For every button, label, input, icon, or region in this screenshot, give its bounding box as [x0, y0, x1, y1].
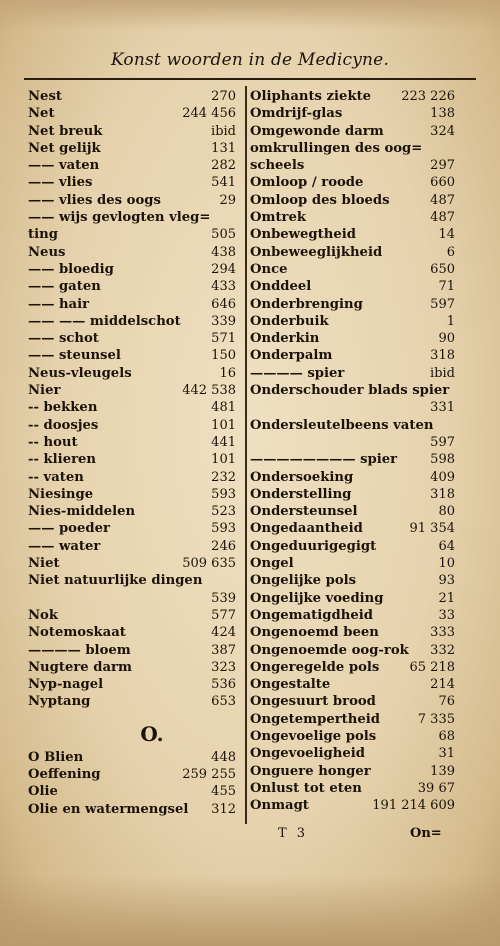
entry-page-number: 539	[211, 590, 236, 606]
index-entry	[28, 209, 236, 226]
index-entry	[250, 296, 455, 313]
entry-term: Ongedaantheid	[250, 521, 363, 537]
entry-term: —— steunsel	[28, 348, 121, 364]
entry-page-number: 541	[211, 175, 236, 191]
entry-term: Ongelijke voeding	[250, 590, 384, 606]
entry-term: omkrullingen des oog=	[250, 140, 423, 156]
entry-page-number: 91 354	[409, 521, 455, 537]
entry-term: Omloop / roode	[250, 175, 364, 191]
entry-term: —— wijs gevlogten vleg=	[28, 210, 211, 226]
entry-term: Oeffening	[28, 766, 101, 782]
catchword: On=	[410, 826, 442, 841]
entry-page-number: 138	[430, 106, 455, 122]
index-entry	[28, 123, 236, 140]
entry-term: Niesinge	[28, 486, 94, 502]
index-entry	[250, 520, 455, 537]
entry-term: Ondersteunsel	[250, 504, 358, 520]
entry-term: -- klieren	[28, 452, 97, 468]
entry-term: Once	[250, 261, 288, 277]
index-entry	[250, 157, 455, 174]
entry-page-number: 571	[211, 331, 236, 347]
index-entry	[28, 607, 236, 624]
index-entry	[28, 105, 236, 122]
entry-term: Onddeel	[250, 279, 312, 295]
entry-page-number: 71	[438, 279, 455, 295]
entry-term: ———————— spier	[250, 452, 398, 468]
entry-term: Onderbuik	[250, 313, 329, 329]
entry-term: Onlust tot eten	[250, 780, 362, 796]
entry-page-number: 270	[211, 89, 236, 104]
entry-term: Ondersoeking	[250, 469, 354, 485]
entry-term: —— poeder	[28, 521, 110, 537]
index-entry	[28, 365, 236, 382]
entry-term: Nugtere darm	[28, 659, 132, 675]
entry-page-number: 29	[219, 192, 236, 208]
entry-page-number: 294	[211, 261, 236, 277]
index-entry	[250, 486, 455, 503]
index-entry	[28, 434, 236, 451]
entry-page-number: 597	[430, 434, 455, 450]
entry-page-number: 68	[438, 728, 455, 744]
index-entry	[28, 330, 236, 347]
index-entry	[28, 382, 236, 399]
entry-page-number: 324	[430, 123, 455, 139]
entry-page-number: 660	[430, 175, 455, 191]
entry-page-number: 487	[430, 192, 455, 208]
entry-term: Nyp-nagel	[28, 677, 104, 693]
index-entry	[250, 451, 455, 468]
index-entry	[250, 676, 455, 693]
entry-page-number: 593	[211, 486, 236, 502]
entry-term: Olie	[28, 784, 58, 800]
index-entry	[250, 555, 455, 572]
entry-page-number: 223 226	[401, 89, 455, 104]
entry-term: —— —— middelschot	[28, 313, 181, 329]
entry-term: —— vlies des oogs	[28, 192, 161, 208]
entry-page-number: 64	[438, 538, 455, 554]
entry-page-number: 312	[211, 801, 236, 817]
index-entry	[250, 174, 455, 191]
section-spacer	[28, 711, 236, 719]
entry-term: Neus-vleugels	[28, 365, 132, 381]
entry-term: scheels	[250, 158, 305, 174]
index-entry	[28, 157, 236, 174]
entry-term: Onderkin	[250, 331, 320, 347]
entry-term: Onderstelling	[250, 486, 352, 502]
header-rule	[24, 78, 476, 80]
signature-mark: T 3	[278, 826, 309, 841]
index-entry	[28, 226, 236, 243]
entry-page-number: 259 255	[182, 766, 236, 782]
entry-term: Ongeregelde pols	[250, 659, 380, 675]
entry-page-number: 214	[430, 677, 455, 693]
entry-page-number: 139	[430, 763, 455, 779]
index-entry	[250, 607, 455, 624]
section-letter-heading: O.	[140, 721, 164, 746]
entry-term: -- vaten	[28, 469, 84, 485]
entry-page-number: 505	[211, 227, 236, 243]
index-entry	[250, 538, 455, 555]
entry-term: Omdrijf-glas	[250, 106, 343, 122]
index-entry	[28, 659, 236, 676]
index-entry	[28, 451, 236, 468]
entry-term: ting	[28, 227, 58, 243]
index-entry	[28, 572, 236, 589]
entry-page-number: 387	[211, 642, 236, 658]
entry-term: O Blien	[28, 749, 84, 765]
entry-term: Niet	[28, 556, 60, 572]
index-entry	[250, 278, 455, 295]
entry-term: Niet natuurlijke dingen	[28, 573, 203, 589]
entry-page-number: 297	[430, 158, 455, 174]
entry-page-number: 409	[430, 469, 455, 485]
entry-page-number: ibid	[430, 365, 455, 381]
entry-page-number: 593	[211, 521, 236, 537]
index-entry	[250, 711, 455, 728]
entry-page-number: 191 214 609	[372, 798, 455, 814]
index-entry	[250, 624, 455, 641]
entry-page-number: 39 67	[417, 780, 455, 796]
entry-term: —— hair	[28, 296, 90, 312]
index-entry	[250, 105, 455, 122]
index-entry	[250, 209, 455, 226]
entry-term: Nier	[28, 383, 61, 399]
index-entry	[250, 140, 455, 157]
entry-term: Net	[28, 106, 55, 122]
index-entry	[28, 801, 236, 818]
entry-page-number: 6	[446, 244, 455, 260]
index-entry	[250, 365, 455, 382]
entry-page-number: 597	[430, 296, 455, 312]
index-entry	[28, 347, 236, 364]
index-entry	[28, 766, 236, 783]
index-entry	[28, 555, 236, 572]
entry-term: Onbeweeglijkheid	[250, 244, 383, 260]
entry-page-number: 101	[211, 452, 236, 468]
index-entry	[250, 797, 455, 814]
entry-term: Omgewonde darm	[250, 123, 384, 139]
entry-page-number: 646	[211, 296, 236, 312]
left-column	[28, 88, 236, 818]
index-entry	[28, 399, 236, 416]
index-entry	[250, 123, 455, 140]
index-entry	[250, 745, 455, 762]
entry-page-number: 93	[438, 573, 455, 589]
entry-page-number: ibid	[211, 123, 236, 139]
index-entry	[28, 590, 236, 607]
index-entry	[28, 261, 236, 278]
entry-term: —— gaten	[28, 279, 101, 295]
entry-page-number: 318	[430, 348, 455, 364]
entry-term: Nies-middelen	[28, 504, 136, 520]
index-entry	[250, 244, 455, 261]
entry-term: Ongenoemde oog-rok	[250, 642, 409, 658]
entry-term: —— vlies	[28, 175, 93, 191]
index-entry	[28, 313, 236, 330]
entry-page-number: 448	[211, 749, 236, 765]
index-entry	[28, 88, 236, 105]
entry-term: Ongesuurt brood	[250, 694, 376, 710]
entry-page-number: 577	[211, 607, 236, 623]
entry-page-number: 331	[430, 400, 455, 416]
index-entry	[28, 417, 236, 434]
entry-page-number: 523	[211, 504, 236, 520]
entry-term: Onmagt	[250, 798, 309, 814]
entry-term: —— water	[28, 538, 101, 554]
entry-page-number: 442 538	[182, 383, 236, 399]
entry-page-number: 282	[211, 158, 236, 174]
entry-term: Onderpalm	[250, 348, 333, 364]
entry-term: Omtrek	[250, 210, 307, 226]
entry-page-number: 14	[438, 227, 455, 243]
index-entry	[250, 347, 455, 364]
entry-page-number: 150	[211, 348, 236, 364]
entry-page-number: 65 218	[409, 659, 455, 675]
index-entry	[250, 503, 455, 520]
entry-page-number: 16	[219, 365, 236, 381]
entry-term: —— vaten	[28, 158, 100, 174]
entry-term: ———— spier	[250, 365, 345, 381]
right-column	[250, 88, 455, 814]
entry-term: Nok	[28, 607, 58, 623]
index-entry	[250, 728, 455, 745]
entry-page-number: 424	[211, 625, 236, 641]
entry-term: Ongestalte	[250, 677, 331, 693]
entry-term: Onguere honger	[250, 763, 371, 779]
index-entry	[250, 226, 455, 243]
entry-term: Ongenoemd been	[250, 625, 379, 641]
entry-term: Oliphants ziekte	[250, 89, 372, 104]
index-entry	[28, 174, 236, 191]
index-entry	[28, 642, 236, 659]
index-entry	[250, 434, 455, 451]
index-entry	[250, 780, 455, 797]
index-entry	[28, 244, 236, 261]
entry-page-number: 441	[211, 434, 236, 450]
entry-page-number: 438	[211, 244, 236, 260]
index-entry	[28, 503, 236, 520]
entry-page-number: 76	[438, 694, 455, 710]
index-entry	[250, 590, 455, 607]
index-entry	[250, 261, 455, 278]
entry-term: Ongeduurigegigt	[250, 538, 377, 554]
index-entry	[28, 469, 236, 486]
entry-page-number: 10	[438, 556, 455, 572]
entry-page-number: 509 635	[182, 556, 236, 572]
index-entry	[28, 486, 236, 503]
index-entry	[250, 763, 455, 780]
index-entry	[250, 88, 455, 105]
entry-page-number: 7 335	[417, 711, 455, 727]
index-entry	[250, 572, 455, 589]
index-entry	[28, 538, 236, 555]
entry-page-number: 650	[430, 261, 455, 277]
entry-page-number: 339	[211, 313, 236, 329]
entry-term: Omloop des bloeds	[250, 192, 390, 208]
entry-page-number: 333	[430, 625, 455, 641]
index-entry	[250, 399, 455, 416]
entry-term: Neus	[28, 244, 66, 260]
index-entry	[28, 749, 236, 766]
entry-term: Ongevoeligheid	[250, 746, 365, 762]
entry-page-number: 232	[211, 469, 236, 485]
entry-term: Ongematigdheid	[250, 607, 373, 623]
entry-term: ———— bloem	[28, 642, 131, 658]
index-entry	[28, 296, 236, 313]
index-entry	[250, 693, 455, 710]
entry-term: -- hout	[28, 434, 78, 450]
entry-term: Net breuk	[28, 123, 103, 139]
column-divider	[245, 86, 247, 824]
entry-page-number: 598	[430, 452, 455, 468]
entry-term: Ongevoelige pols	[250, 728, 377, 744]
entry-term: -- bekken	[28, 400, 98, 416]
entry-term: —— bloedig	[28, 261, 114, 277]
index-entry	[28, 676, 236, 693]
index-entry	[28, 783, 236, 800]
entry-page-number: 481	[211, 400, 236, 416]
index-entry	[250, 313, 455, 330]
entry-page-number: 33	[438, 607, 455, 623]
entry-page-number: 246	[211, 538, 236, 554]
entry-page-number: 90	[438, 331, 455, 347]
entry-term: Ondersleutelbeens vaten	[250, 417, 434, 433]
entry-page-number: 323	[211, 659, 236, 675]
entry-term: Onderbrenging	[250, 296, 363, 312]
index-entry	[28, 192, 236, 209]
entry-page-number: 80	[438, 504, 455, 520]
entry-term: -- doosjes	[28, 417, 99, 433]
index-entry	[250, 417, 455, 434]
entry-page-number: 536	[211, 677, 236, 693]
entry-term: Notemoskaat	[28, 625, 126, 641]
entry-page-number: 21	[438, 590, 455, 606]
entry-term: Olie en watermengsel	[28, 801, 189, 817]
index-entry	[250, 659, 455, 676]
entry-term: —— schot	[28, 331, 99, 347]
index-entry	[28, 140, 236, 157]
index-entry	[250, 192, 455, 209]
entry-term: Onderschouder blads spier	[250, 383, 450, 399]
page-header: Konst woorden in de Medicyne.	[110, 50, 390, 70]
index-entry	[250, 330, 455, 347]
index-entry	[28, 278, 236, 295]
entry-term: Ongel	[250, 556, 294, 572]
index-entry	[28, 624, 236, 641]
entry-page-number: 31	[438, 746, 455, 762]
entry-page-number: 318	[430, 486, 455, 502]
index-entry	[250, 382, 455, 399]
entry-page-number: 433	[211, 279, 236, 295]
index-entry	[250, 642, 455, 659]
entry-page-number: 131	[211, 140, 236, 156]
entry-page-number: 487	[430, 210, 455, 226]
entry-term: Net gelijk	[28, 140, 101, 156]
entry-page-number: 1	[446, 313, 455, 329]
entry-term: Ongelijke pols	[250, 573, 357, 589]
entry-page-number: 244 456	[182, 106, 236, 122]
entry-term: Onbewegtheid	[250, 227, 356, 243]
entry-term: Ongetempertheid	[250, 711, 380, 727]
entry-page-number: 653	[211, 694, 236, 710]
entry-term: Nyptang	[28, 694, 91, 710]
index-entry	[28, 693, 236, 710]
entry-page-number: 332	[430, 642, 455, 658]
entry-page-number: 101	[211, 417, 236, 433]
entry-term: Nest	[28, 89, 62, 104]
entry-page-number: 455	[211, 784, 236, 800]
index-entry	[28, 520, 236, 537]
index-entry	[250, 469, 455, 486]
